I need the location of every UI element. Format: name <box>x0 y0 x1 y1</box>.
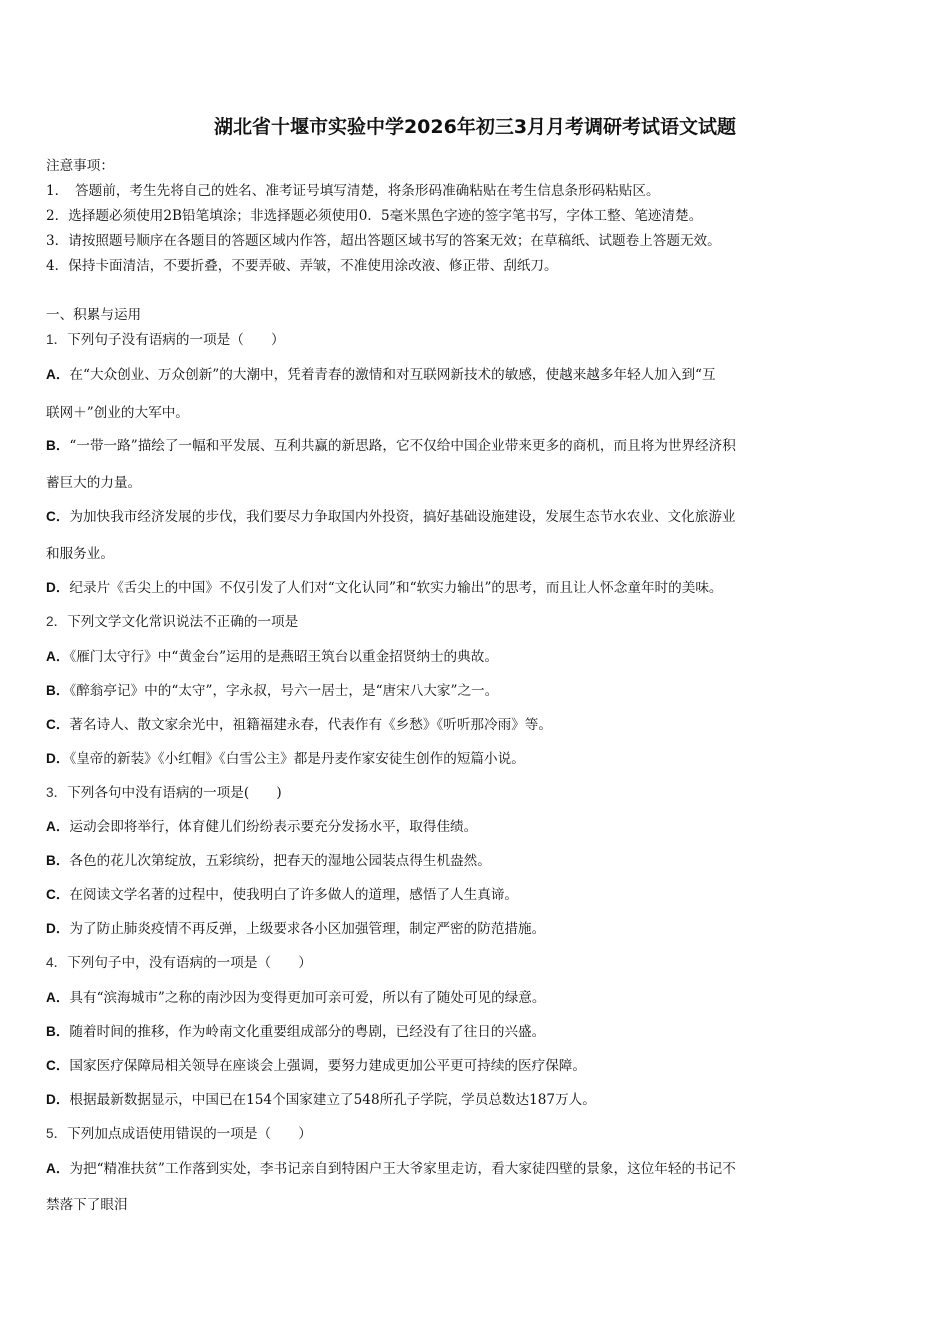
option-label: C． <box>46 509 70 524</box>
option-text: 《醉翁亭记》中的“太守”，字永叔，号六一居士，是“唐宋八大家”之一。 <box>69 683 499 699</box>
notice-item: 1． 答题前，考生先将自己的姓名、准考证号填写清楚，将条形码准确粘贴在考生信息条形码粘贴区。 <box>46 183 660 199</box>
question-text: 下列加点成语使用错误的一项是（ ） <box>67 1126 312 1142</box>
option-line <box>46 363 911 383</box>
option-text: 著名诗人、散文家余光中，祖籍福建永春，代表作有《乡愁》《听听那冷雨》等。 <box>69 717 552 733</box>
option-text: 《雁门太守行》中“黄金台”运用的是燕昭王筑台以重金招贤纳士的典故。 <box>69 649 498 665</box>
option-continuation: 和服务业。 <box>46 546 114 562</box>
notice-item: 2．选择题必须使用2B铅笔填涂；非选择题必须使用0．5毫米黑色字迹的签字笔书写，字体工整、笔迹清楚。 <box>46 208 703 224</box>
question-text: 下列各句中没有语病的一项是( ) <box>67 785 282 801</box>
option-line <box>46 645 911 665</box>
question-stem <box>46 610 911 630</box>
option-label: A． <box>46 990 70 1005</box>
option-label: C． <box>46 887 70 902</box>
option-line <box>46 679 911 699</box>
notice-item: 4．保持卡面清洁，不要折叠，不要弄破、弄皱，不准使用涂改液、修正带、刮纸刀。 <box>46 258 558 274</box>
option-label: D． <box>46 1092 70 1107</box>
option-text: 为把“精准扶贫”工作落到实处，李书记亲自到特困户王大爷家里走访，看大家徒四壁的景象，这位年轻的书记不 <box>69 1161 736 1177</box>
option-text: 为了防止肺炎疫情不再反弹，上级要求各小区加强管理，制定严密的防范措施。 <box>69 921 546 937</box>
question-stem <box>46 1122 911 1142</box>
option-text: 在“大众创业、万众创新”的大潮中，凭着青春的激情和对互联网新技术的敏感，使越来越多年轻人加入到“互 <box>69 367 716 383</box>
question-text: 下列句子没有语病的一项是（ ） <box>67 332 285 348</box>
option-text: 在阅读文学名著的过程中，使我明白了许多做人的道理，感悟了人生真谛。 <box>69 887 519 903</box>
option-text: 随着时间的推移，作为岭南文化重要组成部分的粤剧，已经没有了往日的兴盛。 <box>69 1024 546 1040</box>
option-line <box>46 434 911 454</box>
option-text: 运动会即将举行，体育健儿们纷纷表示要充分发扬水平，取得佳绩。 <box>69 819 478 835</box>
option-line <box>46 713 911 733</box>
question-number: 5． <box>46 1126 68 1141</box>
option-line <box>46 1088 911 1108</box>
option-line <box>46 576 911 596</box>
option-text: 《皇帝的新装》《小红帽》《白雪公主》都是丹麦作家安徒生创作的短篇小说。 <box>69 751 525 767</box>
question-stem <box>46 328 911 348</box>
question-text: 下列句子中，没有语病的一项是（ ） <box>67 955 312 971</box>
option-label: A． <box>46 367 70 382</box>
option-text: “一带一路”描绘了一幅和平发展、互利共赢的新思路，它不仅给中国企业带来更多的商机，而且将为世界经济积 <box>69 438 736 454</box>
notice-heading: 注意事项： <box>46 158 114 174</box>
option-label: B． <box>46 438 70 453</box>
option-text: 具有“滨海城市”之称的南沙因为变得更加可亲可爱，所以有了随处可见的绿意。 <box>69 990 546 1006</box>
option-continuation: 联网＋”创业的大军中。 <box>46 405 189 421</box>
option-continuation: 蓄巨大的力量。 <box>46 475 142 491</box>
option-text: 根据最新数据显示，中国已在154个国家建立了548所孔子学院，学员总数达187万人。 <box>69 1092 596 1108</box>
option-label: A． <box>46 649 70 664</box>
option-text: 纪录片《舌尖上的中国》不仅引发了人们对“文化认同”和“软实力输出”的思考，而且让人怀念童年时的美味。 <box>69 580 723 596</box>
option-label: B． <box>46 853 70 868</box>
question-stem <box>46 781 911 801</box>
page-title: 湖北省十堰市实验中学2026年初三3月月考调研考试语文试题 <box>213 116 737 138</box>
question-number: 2． <box>46 614 68 629</box>
question-text: 下列文学文化常识说法不正确的一项是 <box>67 614 299 630</box>
option-line <box>46 917 911 937</box>
option-line <box>46 747 911 767</box>
option-line <box>46 815 911 835</box>
option-line <box>46 1020 911 1040</box>
option-line <box>46 986 911 1006</box>
question-number: 4． <box>46 955 68 970</box>
option-label: B． <box>46 1024 70 1039</box>
option-label: D． <box>46 580 70 595</box>
option-label: C． <box>46 1058 70 1073</box>
option-label: C． <box>46 717 70 732</box>
notice-item: 3．请按照题号顺序在各题目的答题区域内作答，超出答题区域书写的答案无效；在草稿纸、试题卷上答题无效。 <box>46 233 721 249</box>
option-text: 国家医疗保障局相关领导在座谈会上强调，要努力建成更加公平更可持续的医疗保障。 <box>69 1058 586 1074</box>
option-continuation: 禁落下了眼泪 <box>46 1197 128 1213</box>
option-line <box>46 1054 911 1074</box>
option-label: D． <box>46 921 70 936</box>
question-number: 1． <box>46 332 68 347</box>
option-label: B． <box>46 683 70 698</box>
option-line <box>46 505 911 525</box>
option-text: 各色的花儿次第绽放，五彩缤纷，把春天的湿地公园装点得生机盎然。 <box>69 853 491 869</box>
question-number: 3． <box>46 785 68 800</box>
section-heading: 一、积累与运用 <box>46 307 142 323</box>
option-line <box>46 883 911 903</box>
option-line <box>46 1157 911 1177</box>
option-label: A． <box>46 819 70 834</box>
option-text: 为加快我市经济发展的步伐，我们要尽力争取国内外投资，搞好基础设施建设，发展生态节水农业、文化旅游业 <box>69 509 736 525</box>
option-label: A． <box>46 1161 70 1176</box>
question-stem <box>46 951 911 971</box>
option-label: D． <box>46 751 70 766</box>
option-line <box>46 849 911 869</box>
